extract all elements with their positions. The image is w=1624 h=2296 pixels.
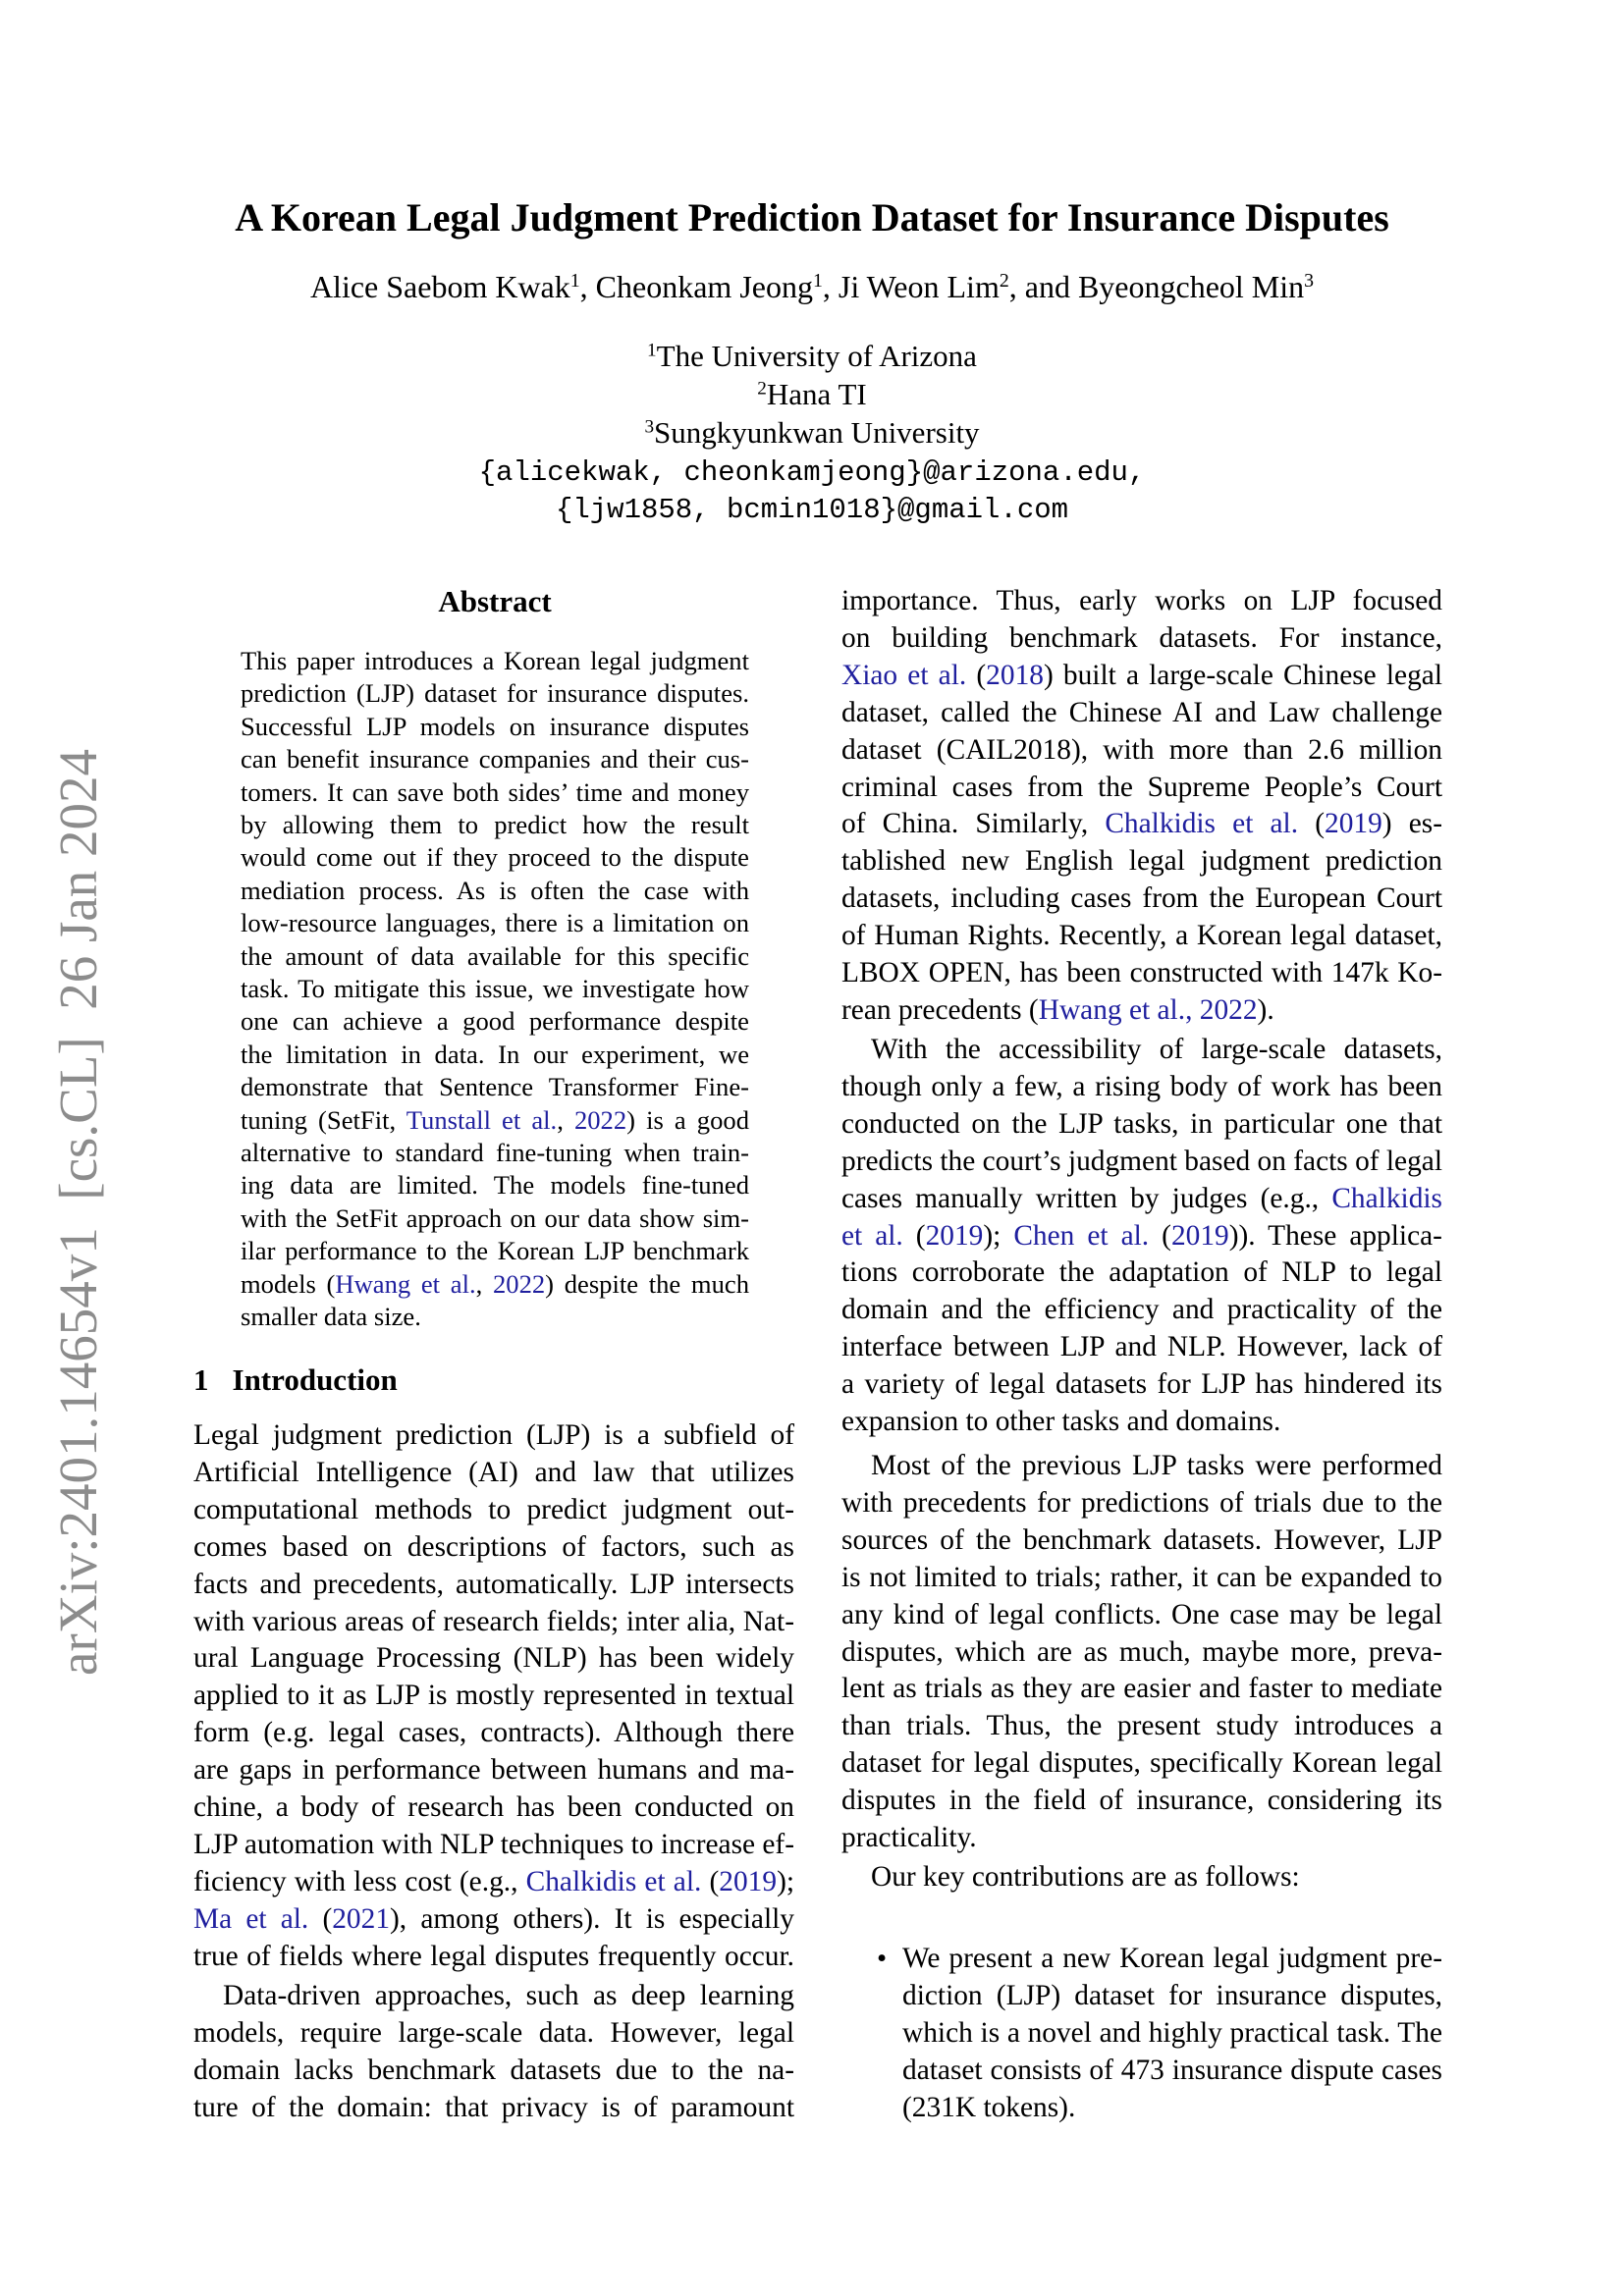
affiliation-marker: 1 [647, 340, 657, 361]
text-span: ) built a large-scale Chinese legal [1043, 659, 1442, 691]
text-line [841, 1368, 1442, 1402]
author-separator: , [822, 269, 839, 304]
text-line [241, 712, 749, 742]
text-span: prediction (LJP) dataset for insurance disputes. [241, 678, 749, 709]
citation-link[interactable]: Chalkidis et al. [1105, 808, 1299, 840]
text-line [193, 2055, 794, 2088]
text-line [841, 808, 1442, 841]
text-line [193, 2017, 794, 2051]
affiliation-marker: 3 [644, 416, 655, 438]
text-span: ( [308, 1902, 333, 1935]
text-line [841, 622, 1442, 656]
text-line [193, 1494, 794, 1527]
affiliation-2 [0, 377, 1624, 412]
text-line [841, 1599, 1442, 1632]
text-line [193, 1829, 794, 1862]
arxiv-identifier-stamp: arXiv:2401.14654v1 [cs.CL] 26 Jan 2024 [48, 748, 108, 1676]
bullet-icon: • [877, 1943, 888, 1974]
text-line [841, 994, 1274, 1028]
section-number: 1 [193, 1362, 209, 1397]
citation-link[interactable]: Xiao et al. [841, 659, 967, 691]
text-line [841, 1071, 1442, 1104]
text-span: interface between LJP and NLP. However, lack of [841, 1331, 1442, 1363]
text-span: ural Language Processing (NLP) has been widely [193, 1642, 794, 1675]
citation-link[interactable]: Hwang et al., 2022 [1038, 993, 1258, 1026]
text-span: ), among others). It is especially [390, 1902, 794, 1935]
text-line [871, 1034, 1442, 1067]
citation-link[interactable]: 2019 [925, 1219, 984, 1252]
text-line [241, 941, 749, 972]
author-name: Alice Saebom Kwak [309, 269, 570, 304]
text-span: ( [1149, 1219, 1171, 1252]
author-list [0, 269, 1624, 305]
text-line [841, 1673, 1442, 1706]
text-span: , [557, 1104, 574, 1135]
text-line [841, 734, 1442, 768]
affiliation-name: Sungkyunkwan University [654, 415, 980, 450]
text-span: task. To mitigate this issue, we investigate how [241, 974, 749, 1003]
text-line [841, 1710, 1442, 1743]
text-span: on building benchmark datasets. For instance, [841, 621, 1442, 654]
text-span: facts and precedents, automatically. LJP intersects [193, 1568, 794, 1600]
text-line [193, 2092, 794, 2125]
text-span: chine, a body of research has been conducted on [193, 1791, 794, 1823]
text-span: ficiency with less cost (e.g., [193, 1865, 526, 1897]
section-heading-introduction [193, 1362, 398, 1398]
affiliation-1 [0, 339, 1624, 374]
citation-link[interactable]: Ma et al. [193, 1902, 309, 1935]
text-span: applied to it as LJP is mostly represented in textual [193, 1680, 794, 1712]
text-line [241, 1302, 421, 1332]
text-span: diction (LJP) dataset for insurance disputes, [902, 1979, 1442, 2011]
text-span: ( [701, 1865, 720, 1897]
text-span: domain and the efficiency and practicality of the [841, 1294, 1442, 1326]
text-line [902, 1980, 1442, 2013]
text-span: form (e.g. legal cases, contracts). Although there [193, 1717, 794, 1749]
text-span: (231K tokens). [902, 2091, 1076, 2123]
text-line [841, 920, 1442, 953]
text-span: tablished new English legal judgment prediction [841, 845, 1442, 878]
citation-link[interactable]: 2019 [719, 1865, 778, 1897]
text-line [841, 1331, 1442, 1364]
citation-link[interactable]: 2022 [573, 1104, 627, 1135]
text-span: dataset for legal disputes, specifically Korean legal [841, 1747, 1442, 1780]
text-line [193, 1754, 794, 1788]
text-span: can benefit insurance companies and their cus- [241, 744, 749, 774]
text-span: though only a few, a rising body of work has been [841, 1070, 1442, 1102]
text-line [223, 1980, 794, 2013]
text-line [241, 1006, 749, 1037]
text-span: which is a novel and highly practical task. The [902, 2016, 1442, 2049]
citation-link[interactable]: et al. [841, 1219, 903, 1252]
text-line [902, 2092, 1075, 2125]
text-line [241, 1203, 749, 1234]
text-line [193, 1531, 794, 1565]
citation-link[interactable]: 2019 [1325, 808, 1382, 840]
text-line [841, 772, 1442, 805]
text-line [193, 1419, 794, 1453]
text-line [193, 1903, 794, 1937]
citation-link[interactable]: 2022 [492, 1268, 546, 1299]
author-name: Byeongcheol Min [1077, 269, 1305, 304]
text-line [841, 1183, 1442, 1216]
text-span: lent as trials as they are easier and faster to mediate [841, 1673, 1442, 1705]
text-span: With the accessibility of large-scale datasets, [871, 1034, 1442, 1065]
text-line [241, 810, 749, 840]
text-span: models ( [241, 1268, 336, 1299]
text-line [193, 1457, 794, 1490]
text-span: computational methods to predict judgment out- [193, 1493, 794, 1525]
text-span: ing data are limited. The models fine-tuned [241, 1170, 749, 1201]
text-line [193, 1791, 794, 1825]
text-line [241, 1170, 749, 1201]
text-span: models, require large-scale data. However, legal [193, 2016, 794, 2049]
text-line [241, 842, 749, 873]
text-span: any kind of legal conflicts. One case may be legal [841, 1598, 1442, 1630]
text-line [841, 585, 1442, 618]
affiliation-marker: 2 [757, 378, 767, 400]
text-line [841, 660, 1442, 693]
text-span: comes based on descriptions of factors, such as [193, 1530, 794, 1563]
text-line [193, 1866, 794, 1899]
text-span: with the SetFit approach on our data show sim- [241, 1202, 749, 1233]
text-line [902, 2017, 1442, 2051]
text-span: domain lacks benchmark datasets due to the na- [193, 2054, 794, 2086]
text-span: tuning (SetFit, [241, 1104, 406, 1135]
text-span: ( [966, 659, 987, 691]
text-line [241, 646, 749, 676]
text-span: the limitation in data. In our experiment, we [241, 1039, 749, 1069]
citation-link[interactable]: Tunstall et al. [406, 1104, 558, 1135]
author-affiliation-marker: 2 [999, 270, 1009, 293]
text-line [241, 1269, 749, 1300]
text-span: is not limited to trials; rather, it can be expanded to [841, 1561, 1442, 1593]
author-separator: , [579, 269, 596, 304]
text-span: Legal judgment prediction (LJP) is a subfield of [193, 1419, 794, 1451]
text-span: are gaps in performance between humans and ma- [193, 1754, 794, 1787]
text-line [193, 1642, 794, 1676]
text-span: mediation process. As is often the case with [241, 875, 749, 905]
text-span: of Human Rights. Recently, a Korean legal dataset, [841, 920, 1442, 952]
affiliation-3 [0, 415, 1624, 451]
text-span: importance. Thus, early works on LJP focused [841, 585, 1442, 616]
citation-link[interactable]: Chalkidis [1331, 1182, 1442, 1214]
text-span: of China. Similarly, [841, 808, 1106, 840]
section-title: Introduction [232, 1362, 398, 1397]
text-line [841, 1108, 1442, 1142]
text-line [241, 1138, 749, 1168]
citation-link[interactable]: Chalkidis et al. [525, 1865, 702, 1897]
text-line [841, 1487, 1442, 1521]
text-line [241, 1105, 749, 1136]
text-span: LBOX OPEN, has been constructed with 147k Ko- [841, 957, 1442, 988]
email-line-1: {alicekwak, cheonkamjeong}@arizona.edu, [478, 456, 1146, 489]
citation-link[interactable]: 2018 [986, 659, 1044, 691]
text-span: true of fields where legal disputes frequently occur. [193, 1940, 794, 1972]
text-span: We present a new Korean legal judgment pre- [902, 1943, 1442, 1974]
text-span: sources of the benchmark datasets. However, LJP [841, 1523, 1442, 1556]
email-line-2: {ljw1858, bcmin1018}@gmail.com [555, 494, 1069, 526]
text-line [193, 1569, 794, 1602]
text-span: demonstrate that Sentence Transformer Fine- [241, 1072, 749, 1102]
text-line [902, 2055, 1442, 2088]
text-span: alternative to standard fine-tuning when train- [241, 1138, 749, 1167]
author-affiliation-marker: 3 [1304, 270, 1315, 293]
text-span: would come out if they proceed to the dispute [241, 842, 749, 873]
text-line [193, 1717, 794, 1750]
text-span: cases manually written by judges (e.g., [841, 1182, 1332, 1214]
text-span: by allowing them to predict how the result [241, 810, 749, 839]
text-span: practicality. [841, 1822, 977, 1853]
text-span: Successful LJP models on insurance disputes [241, 711, 749, 741]
text-span: , [475, 1268, 493, 1299]
author-affiliation-marker: 1 [812, 270, 823, 293]
text-line [841, 1146, 1442, 1179]
text-line [193, 1606, 794, 1639]
text-span: rean precedents ( [841, 993, 1039, 1026]
text-span: with precedents for predictions of trials due to the [841, 1486, 1442, 1519]
text-line [871, 1450, 1442, 1483]
text-line [241, 678, 749, 709]
text-line [241, 1040, 749, 1070]
text-span: one can achieve a good performance despite [241, 1006, 749, 1037]
text-line [241, 974, 749, 1004]
text-span: ); [777, 1865, 795, 1897]
affiliation-name: The University of Arizona [656, 339, 977, 373]
text-span: criminal cases from the Supreme People’s Court [841, 771, 1442, 803]
text-span: expansion to other tasks and domains. [841, 1406, 1281, 1437]
text-span: dataset (CAIL2018), with more than 2.6 million [841, 733, 1442, 766]
author-name: Ji Weon Lim [838, 269, 1000, 304]
text-line [841, 1406, 1280, 1439]
citation-link[interactable]: 2021 [332, 1902, 391, 1935]
text-span: Our key contributions are as follows: [871, 1861, 1300, 1893]
text-span: low-resource languages, there is a limitation on [241, 908, 749, 938]
text-span: ) es- [1381, 808, 1443, 840]
text-span: ) despite the much [545, 1268, 750, 1299]
text-span: disputes, which are as much, maybe more, preva- [841, 1635, 1442, 1668]
text-span: predicts the court’s judgment based on facts of legal [841, 1145, 1442, 1177]
text-line [193, 1680, 794, 1713]
abstract-heading: Abstract [438, 584, 552, 618]
text-span: ilar performance to the Korean LJP benchmark [241, 1236, 749, 1266]
text-line [841, 1294, 1442, 1327]
text-span: datasets, including cases from the European Court [841, 882, 1442, 915]
affiliation-name: Hana TI [766, 377, 867, 411]
author-name: Cheonkam Jeong [595, 269, 813, 304]
text-line [902, 1943, 1442, 1976]
text-span: smaller data size. [241, 1302, 421, 1331]
text-span: ) is a good [626, 1104, 749, 1135]
author-affiliation-marker: 1 [569, 270, 580, 293]
text-span: than trials. Thus, the present study introduces a [841, 1710, 1442, 1742]
text-span: Data-driven approaches, such as deep learning [223, 1980, 794, 2011]
text-line [841, 957, 1442, 990]
text-span: the amount of data available for this specific [241, 940, 749, 971]
text-span: ( [902, 1219, 926, 1252]
text-span: LJP automation with NLP techniques to increase ef- [193, 1828, 794, 1860]
text-span: dataset consists of 473 insurance dispute cases [902, 2054, 1442, 2086]
text-line [841, 697, 1442, 730]
text-line [841, 1785, 1442, 1818]
text-line [841, 1220, 1442, 1254]
text-span: a variety of legal datasets for LJP has hindered its [841, 1368, 1442, 1401]
text-line [841, 1747, 1442, 1781]
text-span: disputes in the field of insurance, considering its [841, 1785, 1442, 1817]
text-line [241, 777, 749, 808]
text-span: Most of the previous LJP tasks were performed [871, 1450, 1442, 1481]
text-line [841, 845, 1442, 879]
text-span: ( [1298, 808, 1326, 840]
text-span: ture of the domain: that privacy is of paramount [193, 2091, 794, 2123]
text-span: )). These applica- [1228, 1219, 1442, 1252]
text-line [841, 1822, 977, 1855]
text-span: dataset, called the Chinese AI and Law challenge [841, 696, 1442, 728]
text-line [241, 744, 749, 774]
text-span: conducted on the LJP tasks, in particular one that [841, 1107, 1442, 1140]
text-line [241, 1236, 749, 1266]
text-line [841, 1562, 1442, 1595]
text-span: Artificial Intelligence (AI) and law that utilizes [193, 1456, 794, 1488]
text-line [241, 1072, 749, 1102]
text-span: tomers. It can save both sides’ time and money [241, 776, 749, 807]
text-line [241, 908, 749, 938]
text-line [841, 882, 1442, 916]
text-line [841, 1256, 1442, 1290]
text-line [841, 1524, 1442, 1558]
text-line [841, 1636, 1442, 1670]
text-span: with various areas of research fields; inter alia, Nat- [193, 1605, 794, 1637]
text-span: ). [1257, 993, 1274, 1026]
text-span: ); [983, 1219, 1014, 1252]
text-line [193, 1941, 794, 1974]
text-line [241, 876, 749, 906]
text-span: This paper introduces a Korean legal judgment [241, 646, 749, 675]
paper-title: A Korean Legal Judgment Prediction Dataset for Insurance Disputes [235, 195, 1389, 240]
citation-link[interactable]: Chen et al. [1013, 1219, 1150, 1252]
citation-link[interactable]: 2019 [1170, 1219, 1229, 1252]
citation-link[interactable]: Hwang et al. [335, 1268, 476, 1299]
text-span: tions corroborate the adaptation of NLP to legal [841, 1256, 1442, 1289]
text-line [871, 1861, 1300, 1895]
author-separator: , and [1008, 269, 1078, 304]
